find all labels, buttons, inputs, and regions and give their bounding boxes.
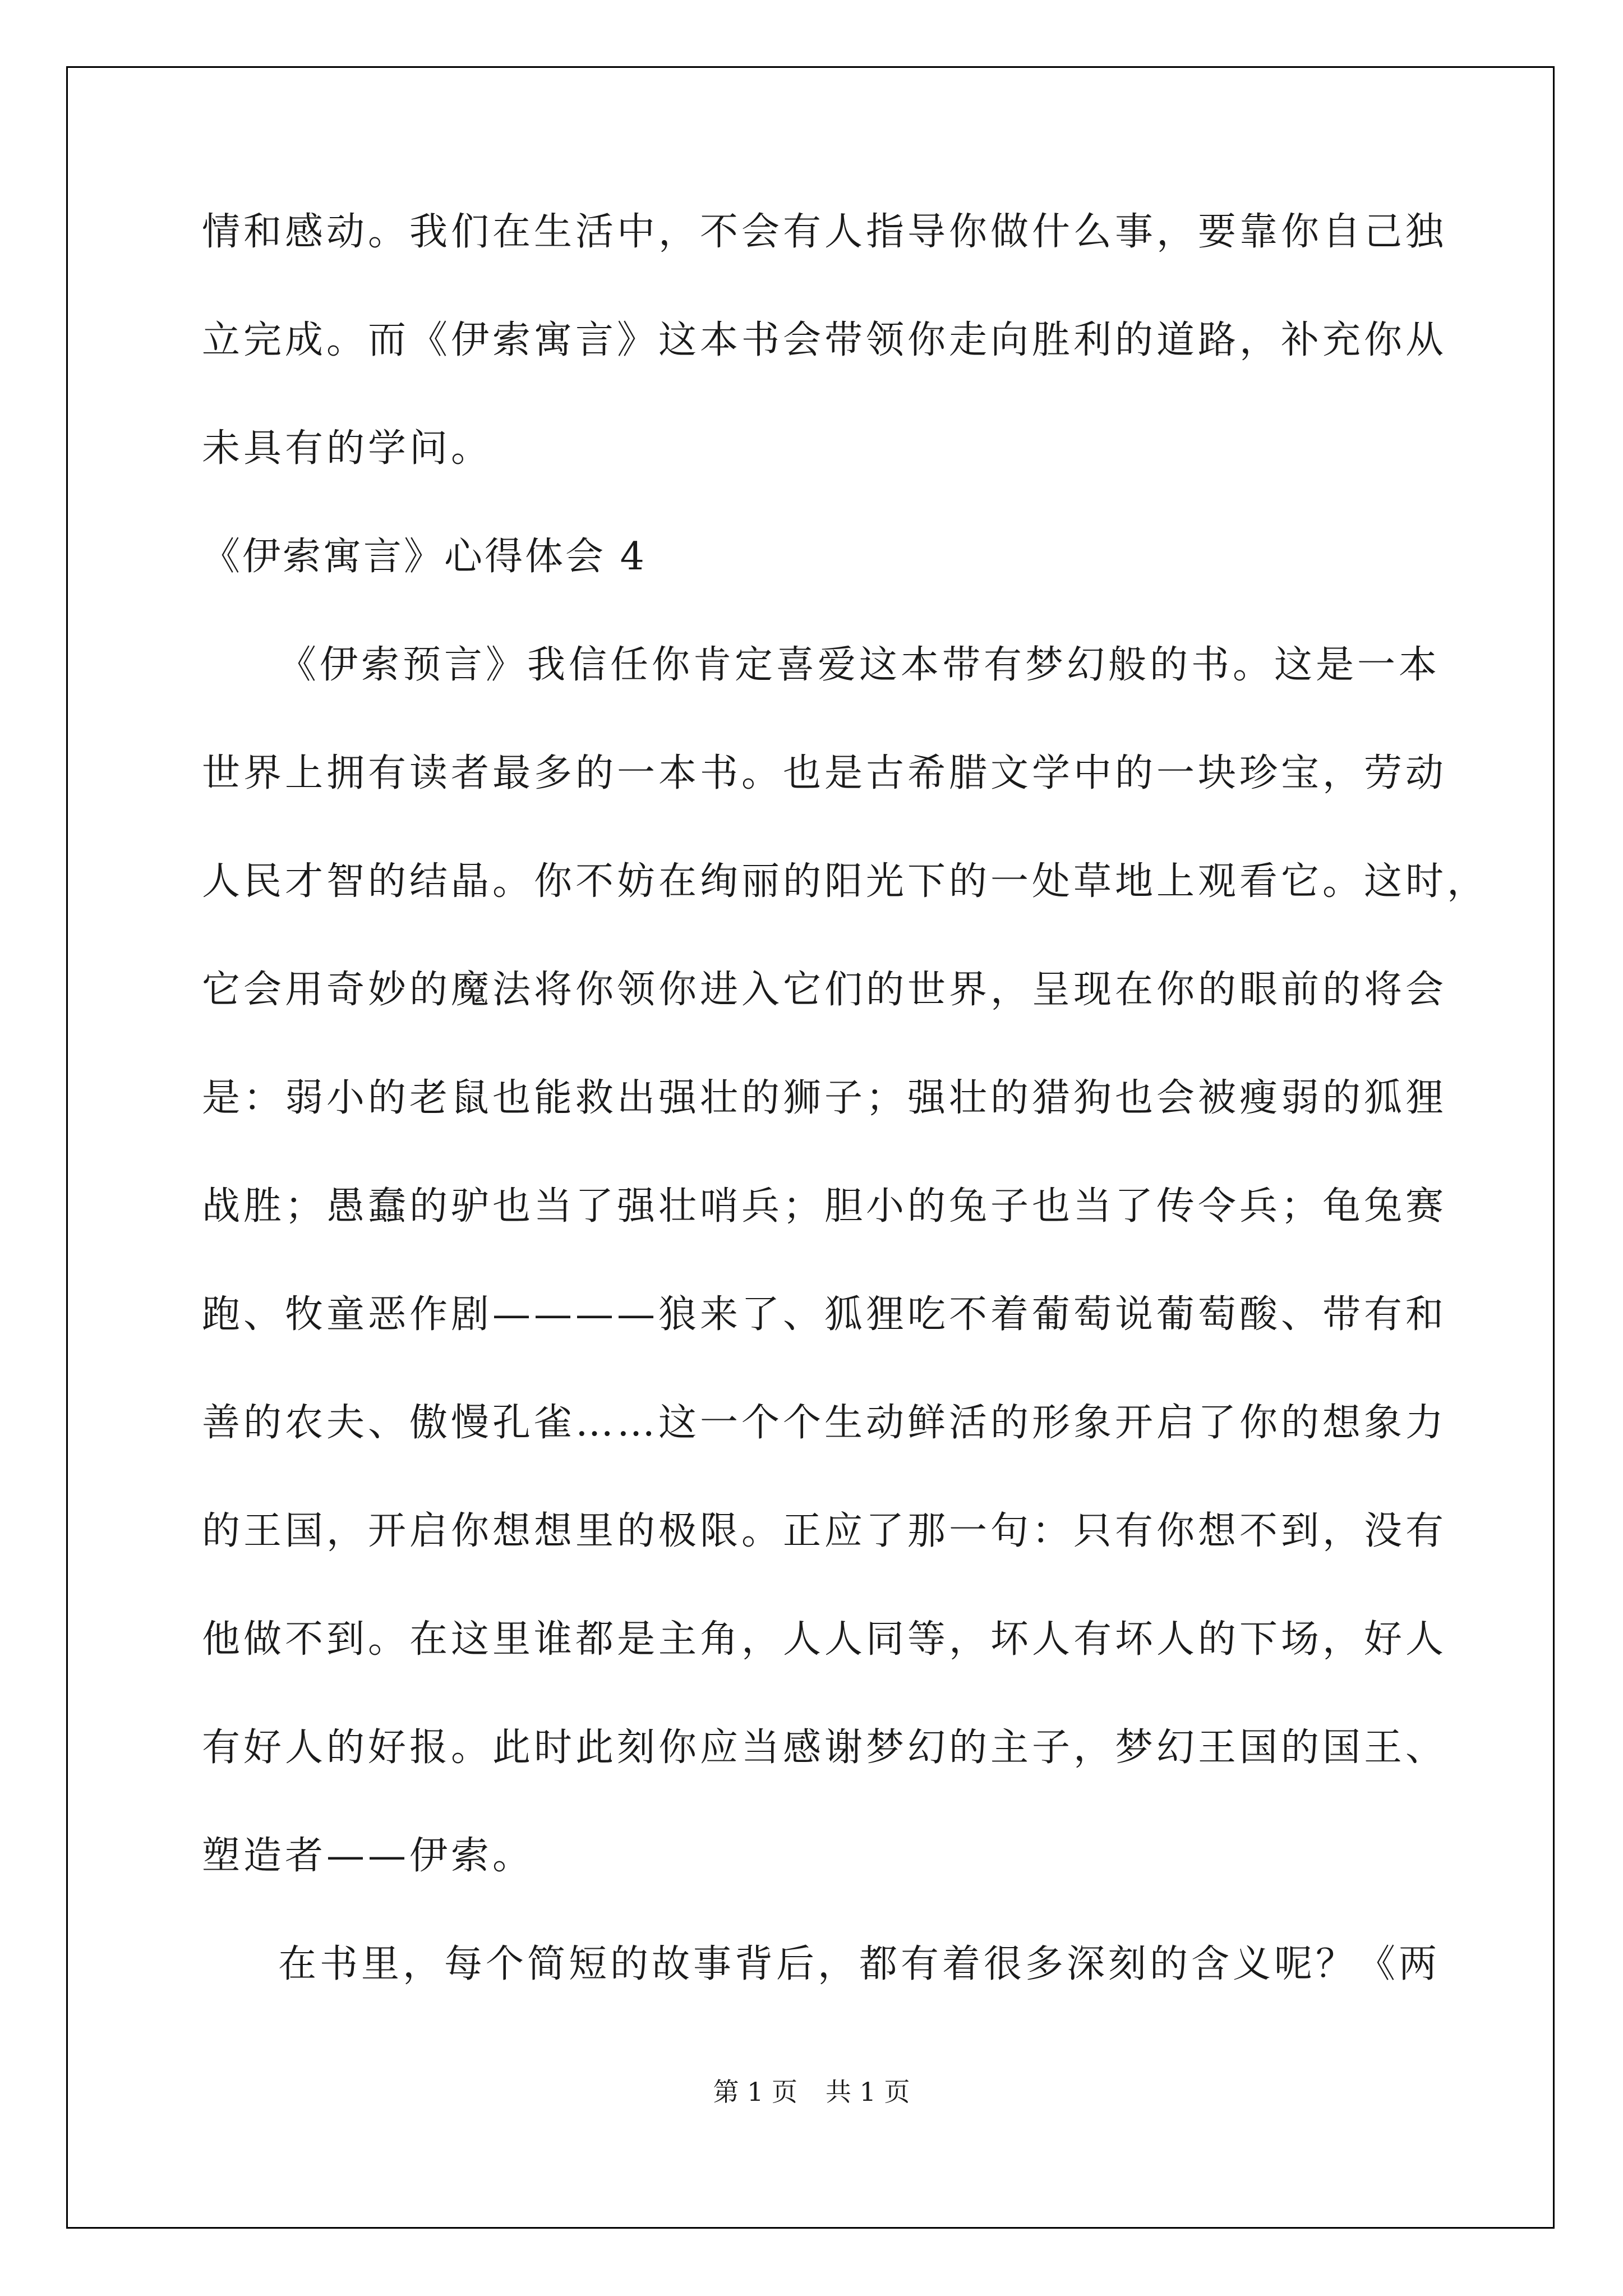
page-total: 共 1 页 (826, 2077, 910, 2107)
paragraph-line: 战胜；愚蠢的驴也当了强壮哨兵；胆小的兔子也当了传令兵；龟兔赛 (202, 1184, 1447, 1228)
paragraph-line: 善的农夫、傲慢孔雀……这一个个生动鲜活的形象开启了你的想象力 (202, 1401, 1447, 1445)
paragraph-line: 未具有的学问。 (202, 426, 493, 471)
page-footer (0, 2079, 1623, 2105)
paragraph-line: 在书里，每个简短的故事背后，都有着很多深刻的含义呢？《两 (278, 1942, 1441, 1986)
paragraph-line: 的王国，开启你想想里的极限。正应了那一句：只有你想不到，没有 (202, 1509, 1447, 1553)
paragraph-line: 它会用奇妙的魔法将你领你进入它们的世界，呈现在你的眼前的将会 (202, 968, 1447, 1012)
paragraph-line: 是：弱小的老鼠也能救出强壮的狮子；强壮的猎狗也会被瘦弱的狐狸 (202, 1076, 1447, 1120)
paragraph-line: 情和感动。我们在生活中，不会有人指导你做什么事，要靠你自己独 (202, 210, 1447, 254)
paragraph-line: 立完成。而《伊索寓言》这本书会带领你走向胜利的道路，补充你从 (202, 318, 1447, 362)
section-heading: 《伊索寓言》心得体会 4 (202, 535, 647, 579)
paragraph-line: 跑、牧童恶作剧————狼来了、狐狸吃不着葡萄说葡萄酸、带有和 (202, 1292, 1447, 1337)
paragraph-line: 世界上拥有读者最多的一本书。也是古希腊文学中的一块珍宝，劳动 (202, 751, 1447, 795)
paragraph-line: 有好人的好报。此时此刻你应当感谢梦幻的主子，梦幻王国的国王、 (202, 1726, 1447, 1770)
paragraph-line: 塑造者——伊索。 (202, 1834, 534, 1878)
document-body (202, 210, 1489, 2054)
page-number: 第 1 页 (713, 2077, 797, 2107)
paragraph-line: 《伊索预言》我信任你肯定喜爱这本带有梦幻般的书。这是一本 (278, 643, 1441, 687)
paragraph-line: 他做不到。在这里谁都是主角，人人同等，坏人有坏人的下场，好人 (202, 1617, 1447, 1662)
paragraph-line: 人民才智的结晶。你不妨在绚丽的阳光下的一处草地上观看它。这时， (202, 859, 1489, 904)
